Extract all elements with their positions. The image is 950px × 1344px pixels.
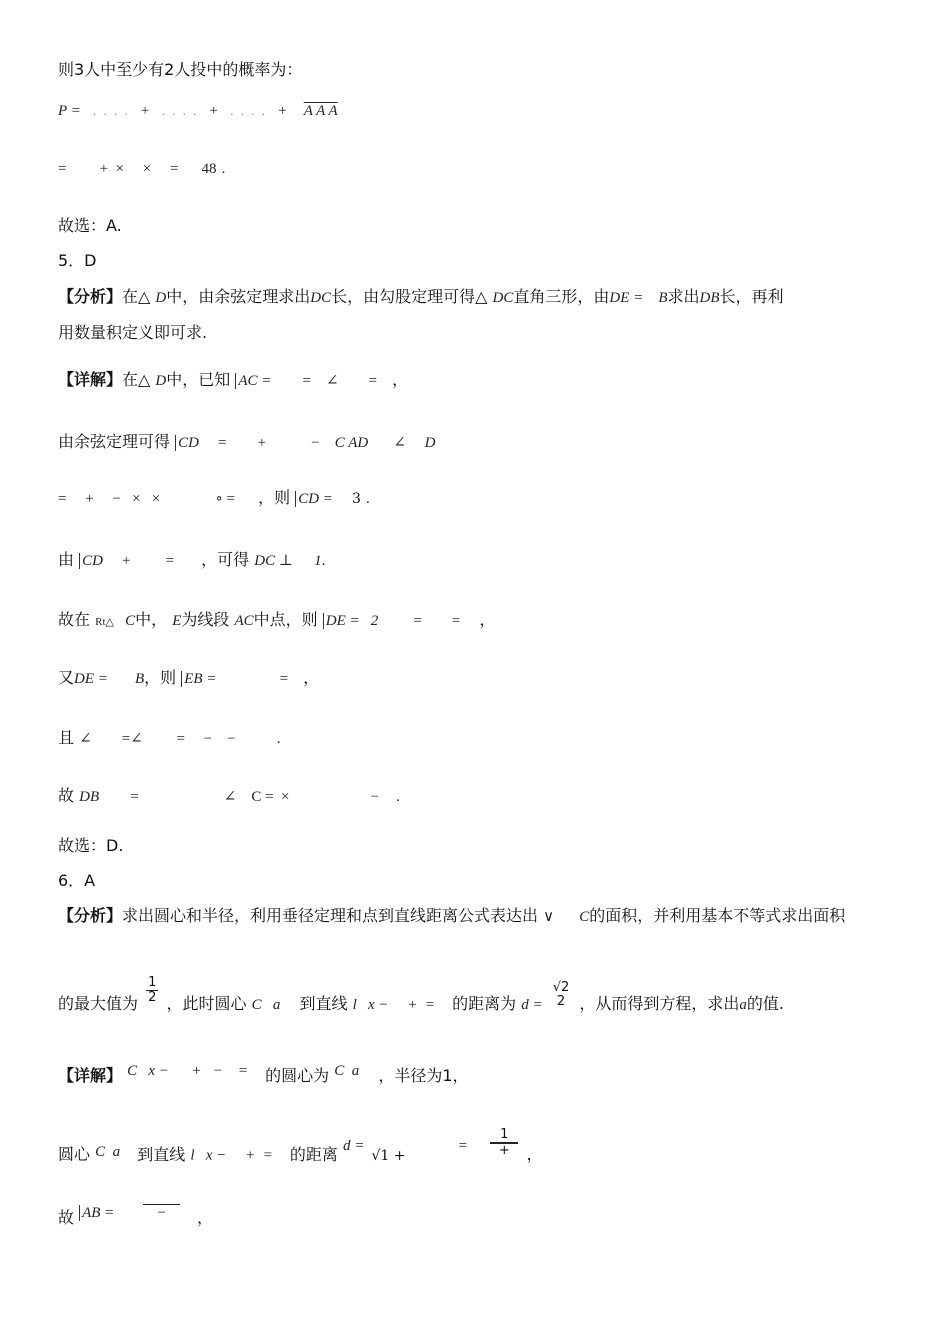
math-text: .	[396, 789, 400, 805]
math-text: 2	[370, 613, 379, 629]
numerator: 1	[490, 1128, 518, 1144]
math-text: .	[321, 553, 326, 569]
section-label: 【分析】	[58, 906, 123, 925]
denominator: +	[498, 1143, 510, 1158]
pythagoras-line	[58, 550, 325, 571]
text: 的距离为	[452, 994, 517, 1013]
text: 中点，则	[253, 610, 318, 629]
analysis-line-2	[58, 975, 784, 1019]
text: ，则	[144, 668, 177, 687]
math-text: = ∠ =	[302, 373, 378, 389]
math-text: −	[311, 435, 320, 451]
fraction-sqrt2	[551, 981, 572, 1009]
text: 圆心	[58, 1144, 91, 1164]
math-text: 3	[352, 491, 361, 507]
text: 到直线	[137, 1144, 186, 1164]
detail-line	[58, 1063, 469, 1087]
text: 由	[58, 550, 75, 569]
math-text: D	[155, 373, 167, 389]
analysis-line-2: 用数量积定义即可求.	[58, 323, 208, 342]
math-text: −	[370, 789, 380, 805]
text: ，	[479, 610, 496, 629]
text: 中，	[135, 610, 168, 629]
text: 的圆心为	[265, 1066, 330, 1085]
text: 故	[58, 786, 75, 805]
text: ，	[526, 1144, 543, 1164]
answer-line: 故选：A.	[58, 216, 122, 235]
math-text: EB =	[181, 671, 216, 687]
text: 在△	[122, 370, 151, 389]
text: 长，由勾股定理可得△	[331, 287, 488, 306]
math-text: P =	[58, 103, 81, 119]
text: ，则	[258, 488, 291, 507]
math-text: CD	[175, 435, 199, 451]
detail-line	[58, 370, 408, 391]
math-text: DC	[310, 290, 332, 306]
math-text: DC	[492, 290, 514, 306]
faint-mark: . . . .	[154, 105, 197, 118]
math-text: l x − + =	[352, 997, 436, 1013]
section-label: 【详解】	[58, 370, 123, 389]
text: 求出	[667, 287, 700, 306]
text: 中，由余弦定理求出	[166, 287, 311, 306]
distance-line	[58, 1127, 543, 1170]
math-text: +	[209, 103, 219, 119]
angle-line	[58, 728, 280, 749]
math-text: C	[579, 909, 590, 925]
math-text: C a	[95, 1143, 121, 1160]
text: ，可得	[201, 550, 250, 569]
math-text: .	[221, 161, 226, 177]
math-text: l x − + =	[190, 1147, 273, 1164]
math-text: 1	[314, 553, 322, 569]
math-text: DC ⊥	[254, 553, 293, 569]
math-text: C a	[334, 1063, 360, 1079]
text: 中，已知	[166, 370, 231, 389]
faint-mark: . . . .	[223, 105, 266, 118]
text: 的最大值为	[58, 994, 139, 1013]
math-text: ∘ =	[215, 491, 235, 507]
text-line: 则3人中至少有2人投中的概率为：	[58, 60, 303, 79]
analysis-line	[58, 906, 845, 927]
math-text: DE =	[74, 671, 108, 687]
text: 长，再利	[719, 287, 784, 306]
numerator: 1	[148, 975, 157, 990]
math-text: AC =	[235, 373, 271, 389]
answer-line: 故选：D.	[58, 836, 124, 855]
text: ，半径为1，	[378, 1066, 469, 1085]
analysis-line	[58, 287, 784, 308]
math-text: C	[125, 613, 136, 629]
text: 直角三形，由	[513, 287, 610, 306]
text: 为线段	[181, 610, 230, 629]
math-text: ∠ =∠ = − −	[79, 731, 236, 747]
text: 由余弦定理可得	[58, 432, 171, 451]
text: ，	[196, 1208, 213, 1227]
math-text: C a	[251, 997, 281, 1013]
math-text: .	[276, 731, 281, 747]
midpoint-line	[58, 610, 495, 632]
math-text: +	[278, 103, 287, 119]
math-text: ∠ D	[393, 435, 436, 451]
text: 的距离	[289, 1144, 338, 1164]
math-text: CD =	[295, 491, 333, 507]
faint-mark: . . . .	[85, 105, 128, 118]
math-text: −	[143, 1204, 179, 1221]
math-text: = + − × ×	[58, 491, 161, 507]
dot-product-line	[58, 786, 400, 807]
text: 故	[58, 1208, 75, 1227]
math-text: 48	[201, 161, 217, 177]
math-text: ∠ C = ×	[223, 789, 290, 805]
cosine-result-line	[58, 488, 370, 509]
math-text: = =	[413, 613, 461, 629]
math-text: DB	[79, 789, 100, 805]
question-number: 5．D	[58, 251, 97, 270]
math-text: DE =	[609, 290, 644, 306]
text: ，从而得到方程，求出	[579, 994, 740, 1013]
math-text: C x − + − =	[127, 1063, 249, 1079]
text: ，	[303, 668, 320, 687]
question-number: 6．A	[58, 871, 96, 890]
numerator: √2	[552, 979, 570, 995]
math-text: =	[279, 671, 289, 687]
math-text: Rt△	[95, 616, 114, 628]
math-text: =	[58, 161, 67, 177]
math-text: +	[257, 435, 267, 451]
text: ，	[392, 370, 409, 389]
math-text: B	[134, 671, 145, 687]
de-eb-line	[58, 668, 319, 689]
math-text: d =	[521, 997, 543, 1013]
math-text: d =	[342, 1137, 365, 1154]
text: 到直线	[299, 994, 348, 1013]
math-text: =	[130, 789, 139, 805]
math-text: A A A	[303, 103, 338, 119]
math-text: =	[218, 435, 227, 451]
math-text: a	[739, 997, 747, 1013]
math-text: C AD	[334, 435, 369, 451]
section-label: 【详解】	[58, 1066, 123, 1085]
math-text: +	[122, 553, 131, 569]
text: 求出圆心和半径，利用垂径定理和点到直线距离公式表达出	[122, 906, 539, 925]
math-text: E	[172, 613, 182, 629]
text: 的面积，并利用基本不等式求出面积	[589, 906, 846, 925]
math-text: CD	[79, 553, 103, 569]
text: 故在	[58, 610, 91, 629]
math-text: √1 +	[371, 1147, 406, 1164]
text: 的值.	[746, 994, 784, 1013]
text: 又	[58, 668, 75, 687]
math-text: + × × =	[99, 161, 179, 177]
fraction-half	[146, 976, 158, 1005]
math-text: DB	[699, 290, 720, 306]
probability-result	[58, 158, 225, 179]
denominator: 2	[556, 993, 566, 1009]
math-text: .	[366, 491, 370, 507]
cosine-rule-line	[58, 432, 435, 453]
fraction-distance	[490, 1128, 518, 1158]
math-text: D	[155, 290, 167, 306]
math-text: B	[658, 290, 668, 306]
text: 在△	[122, 287, 151, 306]
text: 且	[58, 728, 75, 747]
math-text: ∨	[543, 909, 555, 925]
math-text: +	[140, 103, 150, 119]
section-label: 【分析】	[58, 287, 123, 306]
math-text: =	[458, 1137, 468, 1154]
denominator: 2	[148, 990, 157, 1005]
math-text: =	[165, 553, 175, 569]
text: ，此时圆心	[166, 994, 247, 1013]
math-text: AB =	[79, 1205, 114, 1221]
math-text: AC	[234, 613, 254, 629]
probability-formula	[58, 100, 338, 122]
chord-line	[58, 1205, 213, 1229]
math-text: DE =	[323, 613, 360, 629]
